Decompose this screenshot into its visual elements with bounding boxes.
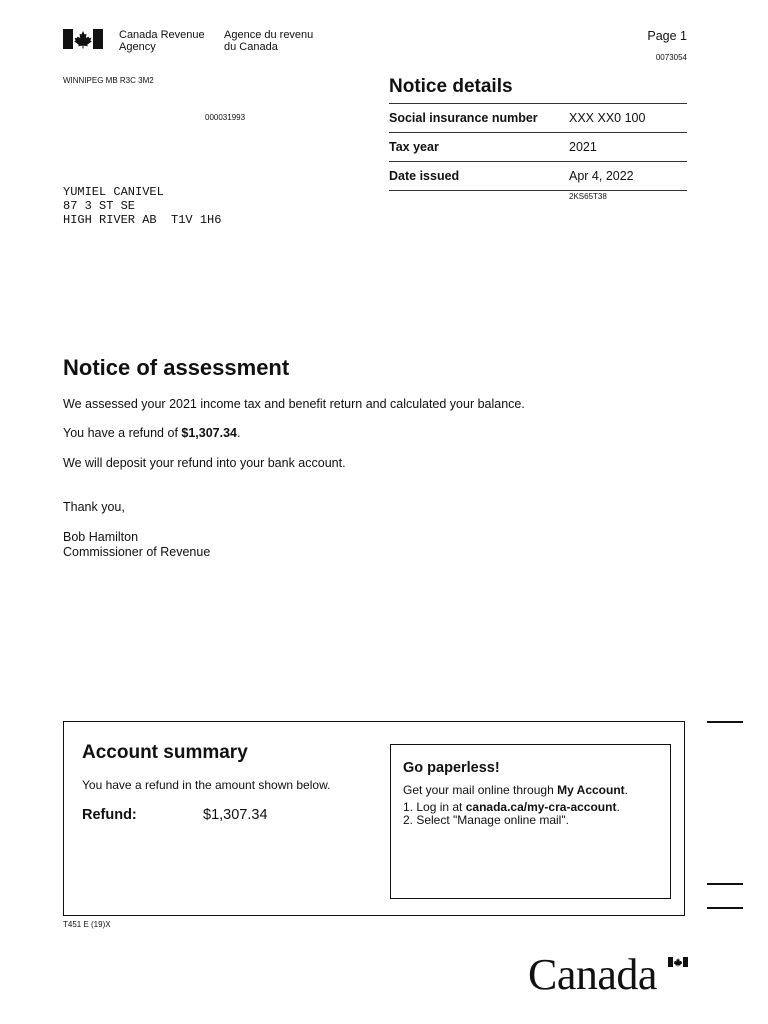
agency-name-english: [119, 29, 205, 53]
signature-block: [63, 530, 210, 560]
notice-of-assessment-title: Notice of assessment: [63, 355, 290, 380]
government-of-canada-flag-icon: [63, 29, 103, 49]
go-paperless-step2: 2. Select "Manage online mail".: [403, 813, 569, 827]
signer-name: Bob Hamilton: [63, 530, 139, 544]
notice-details-row: [389, 132, 687, 161]
agency-en-line1: Canada Revenue: [119, 29, 205, 41]
address-line2: 87 3 ST SE: [63, 199, 136, 213]
refund-amount: $1,307.34: [181, 426, 237, 440]
agency-fr-line2: du Canada: [224, 41, 278, 53]
tax-office-address: WINNIPEG MB R3C 3M2: [63, 76, 154, 85]
page-number: Page 1: [647, 29, 687, 43]
refund-value: $1,307.34: [203, 807, 268, 823]
account-summary-text: You have a refund in the amount shown below.: [82, 778, 331, 792]
notice-details-label: Tax year: [389, 140, 439, 154]
notice-details-row: [389, 103, 687, 132]
go-paperless-line-prefix: Get your mail online through: [403, 783, 558, 797]
step1-suffix: .: [616, 800, 620, 814]
canada-wordmark-flag-icon: [668, 957, 688, 967]
notice-details-value: Apr 4, 2022: [569, 169, 634, 183]
go-paperless-steps: [403, 801, 620, 827]
notice-details-value: XXX XX0 100: [569, 111, 646, 125]
canada-wordmark: [528, 950, 688, 999]
notice-details-label: Social insurance number: [389, 111, 538, 125]
address-line1: YUMIEL CANIVEL: [63, 185, 164, 199]
agency-en-line2: Agency: [119, 41, 156, 53]
my-account-label: My Account: [557, 783, 625, 797]
margin-mark: [707, 721, 743, 723]
signer-title: Commissioner of Revenue: [63, 545, 211, 559]
notice-details-code: 2KS65T38: [569, 192, 607, 201]
step1-prefix: 1. Log in at: [403, 800, 466, 814]
account-summary-title: Account summary: [82, 742, 248, 763]
mailing-address: [63, 185, 221, 227]
notice-details-table: [389, 103, 687, 191]
refund-statement-suffix: .: [237, 426, 241, 440]
account-summary-box: [63, 721, 685, 916]
refund-label: Refund:: [82, 807, 137, 823]
go-paperless-box: [390, 744, 671, 899]
agency-fr-line1: Agence du revenu: [224, 29, 314, 41]
refund-statement-prefix: You have a refund of: [63, 426, 182, 440]
notice-details-row: [389, 161, 687, 191]
go-paperless-line-suffix: .: [624, 783, 628, 797]
notice-details-title: Notice details: [389, 76, 513, 97]
agency-name-french: [224, 29, 313, 53]
margin-mark: [707, 907, 743, 909]
page-code: 0073054: [655, 53, 687, 62]
notice-details-value: 2021: [569, 140, 597, 154]
canada-wordmark-text: Canada: [528, 950, 657, 999]
refund-statement: [63, 426, 240, 440]
notice-details-label: Date issued: [389, 169, 460, 183]
go-paperless-title: Go paperless!: [403, 760, 500, 776]
margin-mark: [707, 883, 743, 885]
assessment-paragraph: We assessed your 2021 income tax and benefit return and calculated your balance.: [63, 397, 525, 411]
address-line3: HIGH RIVER AB T1V 1H6: [63, 213, 222, 227]
go-paperless-line: [403, 783, 628, 797]
deposit-statement: We will deposit your refund into your bank account.: [63, 456, 346, 470]
cra-account-link: canada.ca/my-cra-account: [465, 800, 617, 814]
reference-code: 000031993: [205, 113, 246, 122]
closing-text: Thank you,: [63, 500, 125, 514]
form-code: T451 E (19)X: [63, 920, 111, 929]
